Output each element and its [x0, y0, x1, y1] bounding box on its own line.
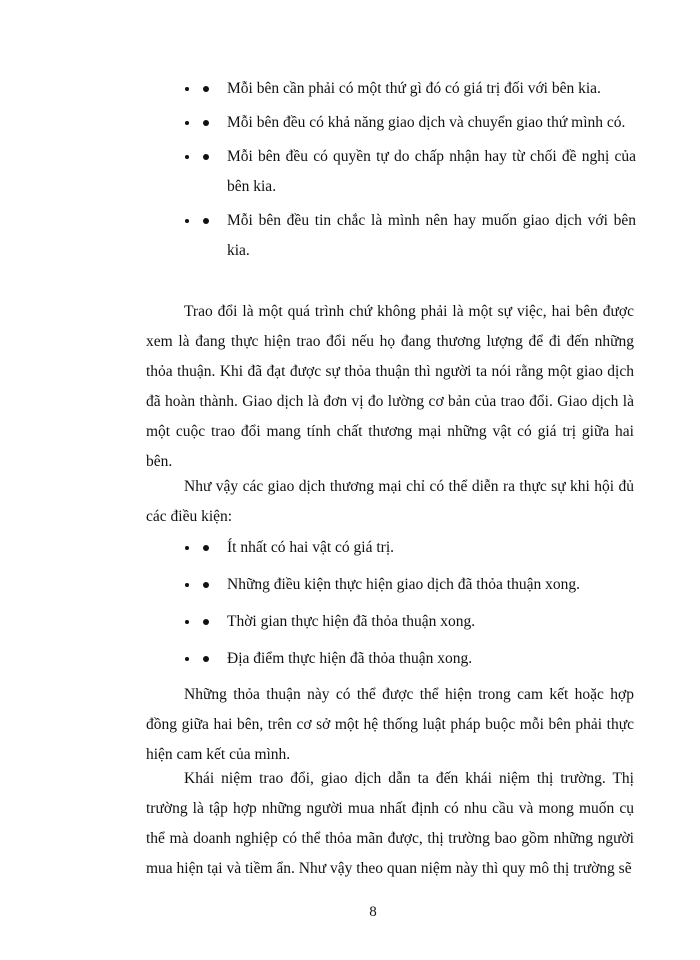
bullet-item: [200, 74, 636, 104]
bullet-item: [200, 206, 636, 266]
page-number: 8: [369, 904, 377, 920]
paragraph-agreements: Những thỏa thuận này có thể được thể hiện trong cam kết hoặc hợp đồng giữa hai bên, trên cơ sở một hệ thống luật pháp buộc mỗi bên phải thực hiện cam kết của mình.: [146, 686, 634, 763]
bullet-item: [200, 142, 636, 202]
bullet-icon: [203, 218, 209, 224]
bullet-icon: [203, 154, 209, 160]
paragraph-market-concept: Khái niệm trao đổi, giao dịch dẫn ta đến khái niệm thị trường. Thị trường là tập hợp những người mua nhất định có nhu cầu và mong muốn cụ thể mà doanh nghiệp có thể thỏa mãn được, thị trường bao gồm những người mua hiện tại và tiềm ẩn. Như vậy theo quan niệm này thì quy mô thị trường sẽ: [146, 770, 634, 877]
bullet-list-exchange-conditions: [200, 74, 636, 270]
bullet-text: Những điều kiện thực hiện giao dịch đã thỏa thuận xong.: [227, 576, 580, 593]
bullet-item: [200, 607, 636, 637]
bullet-text: Địa điểm thực hiện đã thỏa thuận xong.: [227, 650, 473, 667]
bullet-text: Thời gian thực hiện đã thỏa thuận xong.: [227, 613, 476, 630]
bullet-icon: [203, 120, 209, 126]
bullet-icon: [203, 582, 209, 588]
bullet-item: [200, 108, 636, 138]
bullet-icon: [203, 86, 209, 92]
bullet-text: Mỗi bên cần phải có một thứ gì đó có giá trị đối với bên kia.: [227, 80, 601, 97]
bullet-item: [200, 644, 636, 674]
bullet-icon: [203, 656, 209, 662]
paragraph-exchange-process: Trao đổi là một quá trình chứ không phải là một sự việc, hai bên được xem là đang thực hiện trao đổi nếu họ đang thương lượng để đi đến những thỏa thuận. Khi đã đạt được sự thỏa thuận thì người ta nói rằng một giao dịch đã hoàn thành. Giao dịch là đơn vị đo lường cơ bản của trao đổi. Giao dịch là một cuộc trao đổi mang tính chất thương mại những vật có giá trị giữa hai bên.: [146, 303, 634, 470]
bullet-icon: [203, 619, 209, 625]
bullet-icon: [203, 545, 209, 551]
bullet-text: Ít nhất có hai vật có giá trị.: [227, 539, 394, 556]
bullet-text: Mỗi bên đều tin chắc là mình nên hay muốn giao dịch với bên kia.: [227, 212, 636, 259]
bullet-text: Mỗi bên đều có quyền tự do chấp nhận hay từ chối đề nghị của bên kia.: [227, 148, 636, 195]
bullet-item: [200, 533, 636, 563]
bullet-text: Mỗi bên đều có khả năng giao dịch và chuyển giao thứ mình có.: [227, 114, 626, 131]
bullet-list-transaction-conditions: [200, 533, 636, 681]
paragraph-transaction-conditions: Như vậy các giao dịch thương mại chỉ có thể diễn ra thực sự khi hội đủ các điều kiện:: [146, 478, 634, 525]
bullet-item: [200, 570, 636, 600]
